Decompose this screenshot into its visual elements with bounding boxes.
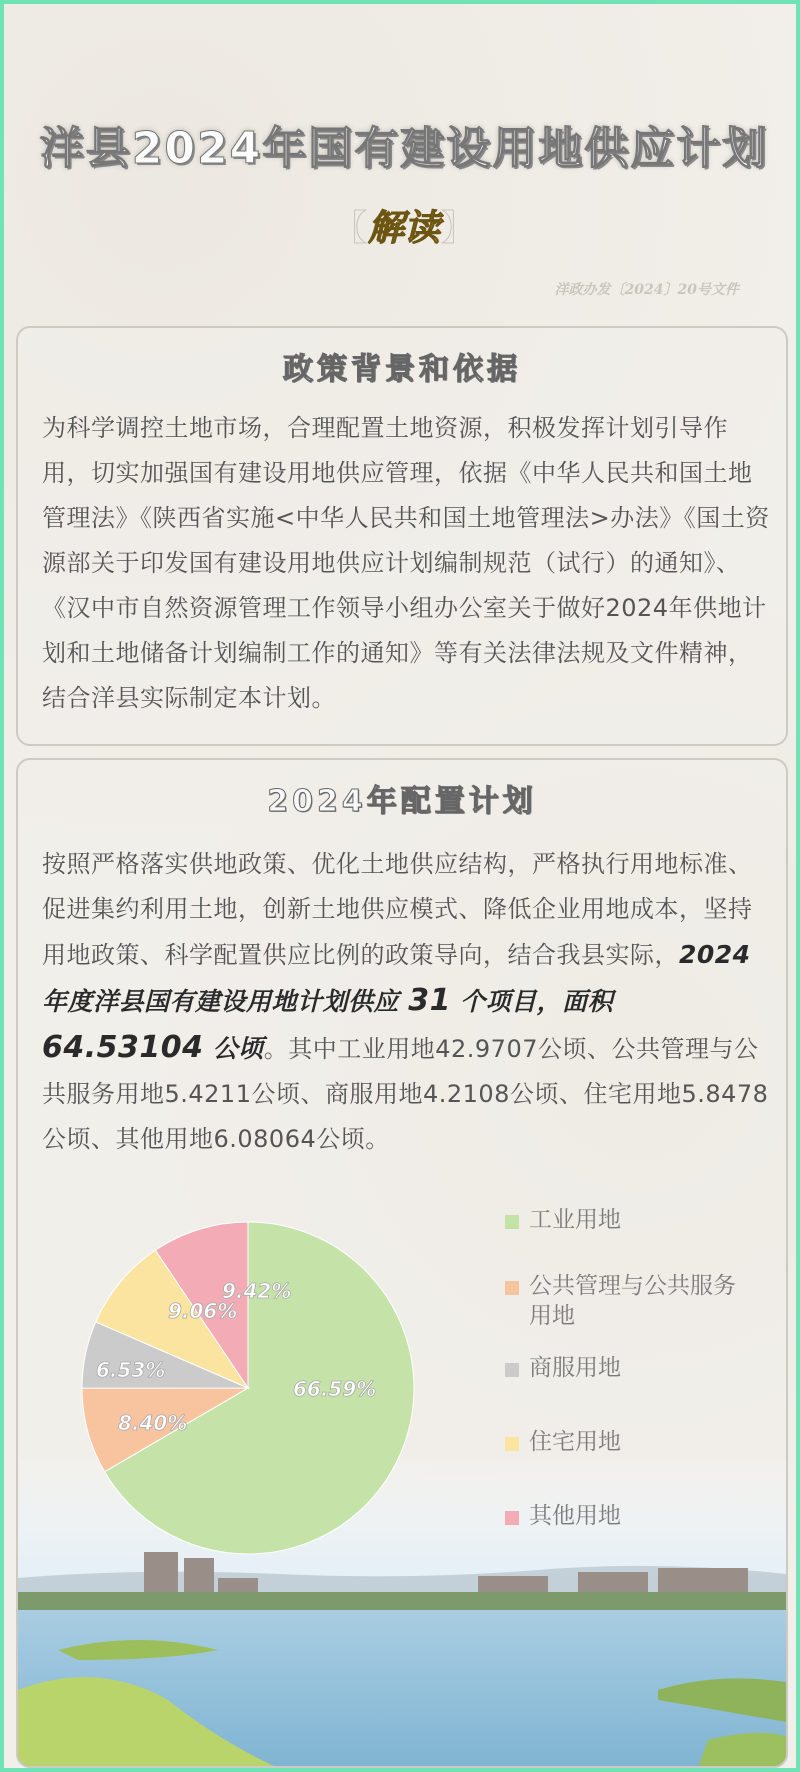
legend-label: 其他用地	[529, 1503, 621, 1529]
policy-background-title: 政策背景和依据	[283, 352, 521, 387]
legend-swatch	[505, 1363, 519, 1377]
area-unit: 公顷	[203, 1034, 264, 1063]
allocation-plan-text	[42, 842, 772, 1162]
allocation-breakdown: 。其中工业用地42.9707公顷、公共管理与公共服务用地5.4211公顷、商服用地4.2108公顷、住宅用地5.8478公顷、其他用地6.08064公顷。	[42, 1035, 769, 1153]
legend-swatch	[505, 1215, 519, 1229]
policy-background-text: 为科学调控土地市场，合理配置土地资源，积极发挥计划引导作用，切实加强国有建设用地供应管理，依据《中华人民共和国土地管理法》《陕西省实施<中华人民共和国土地管理法>办法》《国土资源部关于印发国有建设用地供应计划编制规范（试行）的通知》、《汉中市自然资源管理工作领导小组办公室关于做好2024年供地计划和土地储备计划编制工作的通知》等有关法律法规及文件精神，结合洋县实际制定本计划。	[42, 414, 770, 712]
page-title: 洋县2024年国有建设用地供应计划	[39, 123, 769, 174]
highlight-text-a: 2024年度洋县国有建设用地计划供应	[42, 940, 751, 1016]
policy-background-panel	[16, 326, 788, 746]
allocation-intro: 按照严格落实供地政策、优化土地供应结构，严格执行用地标准、促进集约利用土地，创新土地供应模式、降低企业用地成本，坚持用地政策、科学配置供应比例的政策导向，结合我县实际，	[42, 850, 753, 969]
pie-slice-label: 8.40%	[118, 1411, 188, 1435]
allocation-plan-panel	[16, 758, 788, 1768]
legend-label: 商服用地	[529, 1355, 621, 1381]
legend-label: 工业用地	[529, 1207, 621, 1233]
legend-swatch	[505, 1511, 519, 1525]
legend-label: 公共管理与公共服务用地	[529, 1273, 736, 1329]
legend-swatch	[505, 1437, 519, 1451]
subtitle-bracket-open: 〖	[331, 208, 368, 249]
pie-slice-label: 9.42%	[222, 1279, 292, 1303]
highlight-text-b: 个项目，面积	[450, 987, 614, 1016]
pie-slice-label: 66.59%	[293, 1377, 377, 1401]
land-use-pie-chart	[18, 1200, 478, 1580]
legend-label: 住宅用地	[529, 1429, 621, 1455]
pie-slice-label: 6.53%	[96, 1358, 166, 1382]
document-number: 洋政办发〔2024〕20号文件	[554, 282, 739, 298]
page-subtitle	[4, 200, 800, 251]
pie-slice-label: 9.06%	[168, 1299, 238, 1323]
total-area: 64.53104	[42, 1030, 204, 1065]
legend-swatch	[505, 1281, 519, 1295]
allocation-plan-title: 2024年配置计划	[267, 784, 537, 819]
project-count: 31	[408, 983, 451, 1018]
subtitle-word: 解读	[367, 207, 440, 249]
subtitle-bracket-close: 〗	[440, 208, 477, 249]
